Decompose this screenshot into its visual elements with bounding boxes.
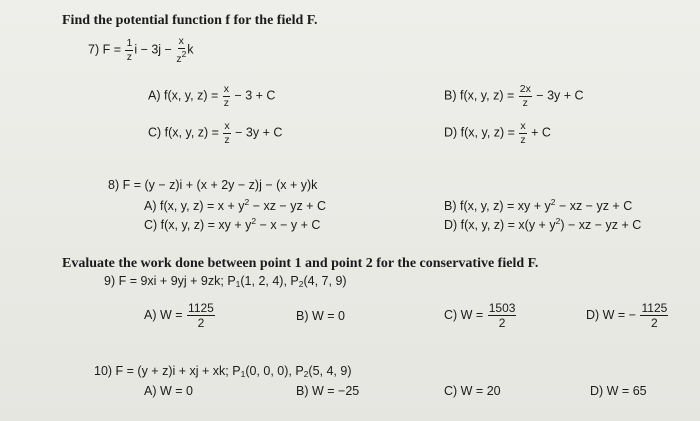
q9-field: 9) F = 9xi + 9yj + 9zk; $P_1(1$, 2, 4), $P_2(4$, 7, 9) (104, 274, 347, 289)
section1-heading: Find the potential function f for the field F. (62, 13, 318, 28)
q10-field: 10) F = (y + z)i + xj + xk; $P_1(0$, 0, 0), $P_2(5$, 4, 9) (94, 364, 352, 379)
q8-option-b: B) f(x, y, z) = xy + $y^2$ − xz − yz + C (444, 197, 633, 213)
q7-option-b: B) f(x, y, z) = $\frac{2x}{z}$ − 3y + C (444, 83, 584, 109)
section2-heading: Evaluate the work done between point 1 and point 2 for the conservative field F. (62, 256, 539, 271)
q9-option-c: C) W = $\frac{1503}{2}$ (444, 301, 516, 330)
q7-label: 7) F = (88, 42, 125, 57)
q7-option-d: D) f(x, y, z) = $\frac{x}{z}$ + C (444, 120, 551, 146)
q9-option-a: A) W = $\frac{1125}{2}$ (144, 301, 214, 330)
q10-option-d: D) W = 65 (590, 384, 647, 398)
q10-option-c: C) W = 20 (444, 384, 501, 398)
q7-option-a: A) f(x, y, z) = $\frac{x}{z}$ − 3 + C (148, 83, 276, 109)
q7-frac2: $\frac{x}{z^2}$ (176, 35, 187, 65)
q9-option-d: D) W = − $\frac{1125}{2}$ (586, 301, 668, 330)
q8-option-c: C) f(x, y, z) = xy + $y^2 - x - y + C$ (144, 216, 321, 232)
q7-frac1: $\frac{1}{z}$ (126, 37, 133, 63)
q10-option-a: A) W = 0 (144, 384, 193, 398)
q8-option-a: A) f(x, y, $z) = x + y^2$ − xz − yz + C (144, 197, 326, 213)
q9-option-b: B) W = 0 (296, 309, 345, 323)
q7-field: 7) F = $\frac{1}{z}$ i − 3j − $\frac{x}{z^2}$ k (88, 35, 194, 65)
q8-field: 8) F = (y − z)i + (x + 2y − z)j − (x + y)k (108, 178, 318, 192)
q8-option-d: D) f(x, y, $z) = x(y + y^2)$ − xz − yz + C (444, 216, 642, 232)
q10-option-b: B) W = −25 (296, 384, 360, 398)
q7-option-c: C) f(x, y, z) = $\frac{x}{z}$ − 3y + C (148, 120, 283, 146)
